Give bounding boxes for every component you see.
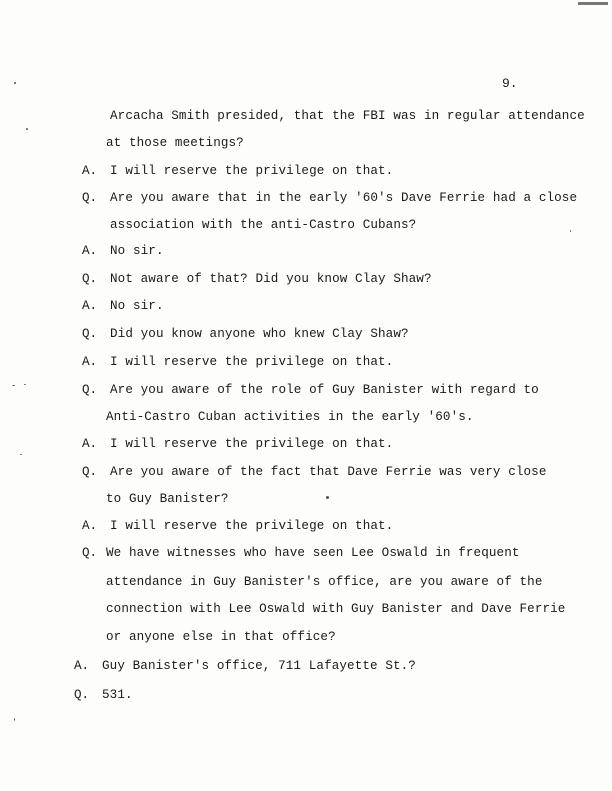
entry-12-line-2: connection with Lee Oswald with Guy Banister and Dave Ferrie: [106, 602, 566, 616]
entry-0-line-0: Arcacha Smith presided, that the FBI was in regular attendance: [110, 109, 585, 123]
entry-1-line-0: I will reserve the privilege on that.: [110, 164, 394, 178]
speaker-label: Q.: [82, 327, 98, 341]
scan-speck: [24, 384, 26, 385]
scan-mark: [578, 2, 608, 5]
speaker-label: Q.: [82, 546, 98, 560]
entry-2-line-0: Are you aware that in the early '60's Dave Ferrie had a close: [110, 191, 578, 205]
entry-14-line-0: 531.: [102, 688, 133, 702]
entry-9-line-0: I will reserve the privilege on that.: [110, 437, 394, 451]
speaker-label: A.: [82, 244, 98, 258]
entry-11-line-0: I will reserve the privilege on that.: [110, 519, 394, 533]
speaker-label: Q.: [74, 688, 90, 702]
speaker-label: Q.: [82, 191, 98, 205]
scan-speck: [326, 496, 329, 499]
scan-speck: [26, 128, 28, 130]
speaker-label: A.: [74, 659, 90, 673]
entry-5-line-0: No sir.: [110, 299, 164, 313]
entry-7-line-0: I will reserve the privilege on that.: [110, 355, 394, 369]
entry-12-line-0: We have witnesses who have seen Lee Oswald in frequent: [106, 546, 520, 560]
entry-4-line-0: Not aware of that? Did you know Clay Shaw?: [110, 272, 432, 286]
entry-8-line-0: Are you aware of the role of Guy Banister with regard to: [110, 383, 539, 397]
entry-13-line-0: Guy Banister's office, 711 Lafayette St.?: [102, 659, 416, 673]
scan-speck: [12, 385, 15, 386]
entry-3-line-0: No sir.: [110, 244, 164, 258]
entry-6-line-0: Did you know anyone who knew Clay Shaw?: [110, 327, 409, 341]
entry-12-line-3: or anyone else in that office?: [106, 630, 336, 644]
speaker-label: A.: [82, 519, 98, 533]
scan-speck: [570, 230, 571, 232]
speaker-label: Q.: [82, 383, 98, 397]
scan-speck: [14, 82, 16, 84]
speaker-label: A.: [82, 355, 98, 369]
entry-10-line-0: Are you aware of the fact that Dave Ferrie was very close: [110, 465, 547, 479]
entry-0-line-1: at those meetings?: [106, 136, 244, 150]
speaker-label: Q.: [82, 465, 98, 479]
scan-speck: [14, 718, 15, 721]
entry-8-line-1: Anti-Castro Cuban activities in the early '60's.: [106, 410, 474, 424]
speaker-label: Q.: [82, 272, 98, 286]
entry-2-line-1: association with the anti-Castro Cubans?: [110, 218, 417, 232]
speaker-label: A.: [82, 437, 98, 451]
entry-12-line-1: attendance in Guy Banister's office, are you aware of the: [106, 575, 543, 589]
speaker-label: A.: [82, 164, 98, 178]
scan-speck: [20, 454, 22, 455]
speaker-label: A.: [82, 299, 98, 313]
page-number: 9.: [502, 76, 518, 91]
entry-10-line-1: to Guy Banister?: [106, 492, 229, 506]
